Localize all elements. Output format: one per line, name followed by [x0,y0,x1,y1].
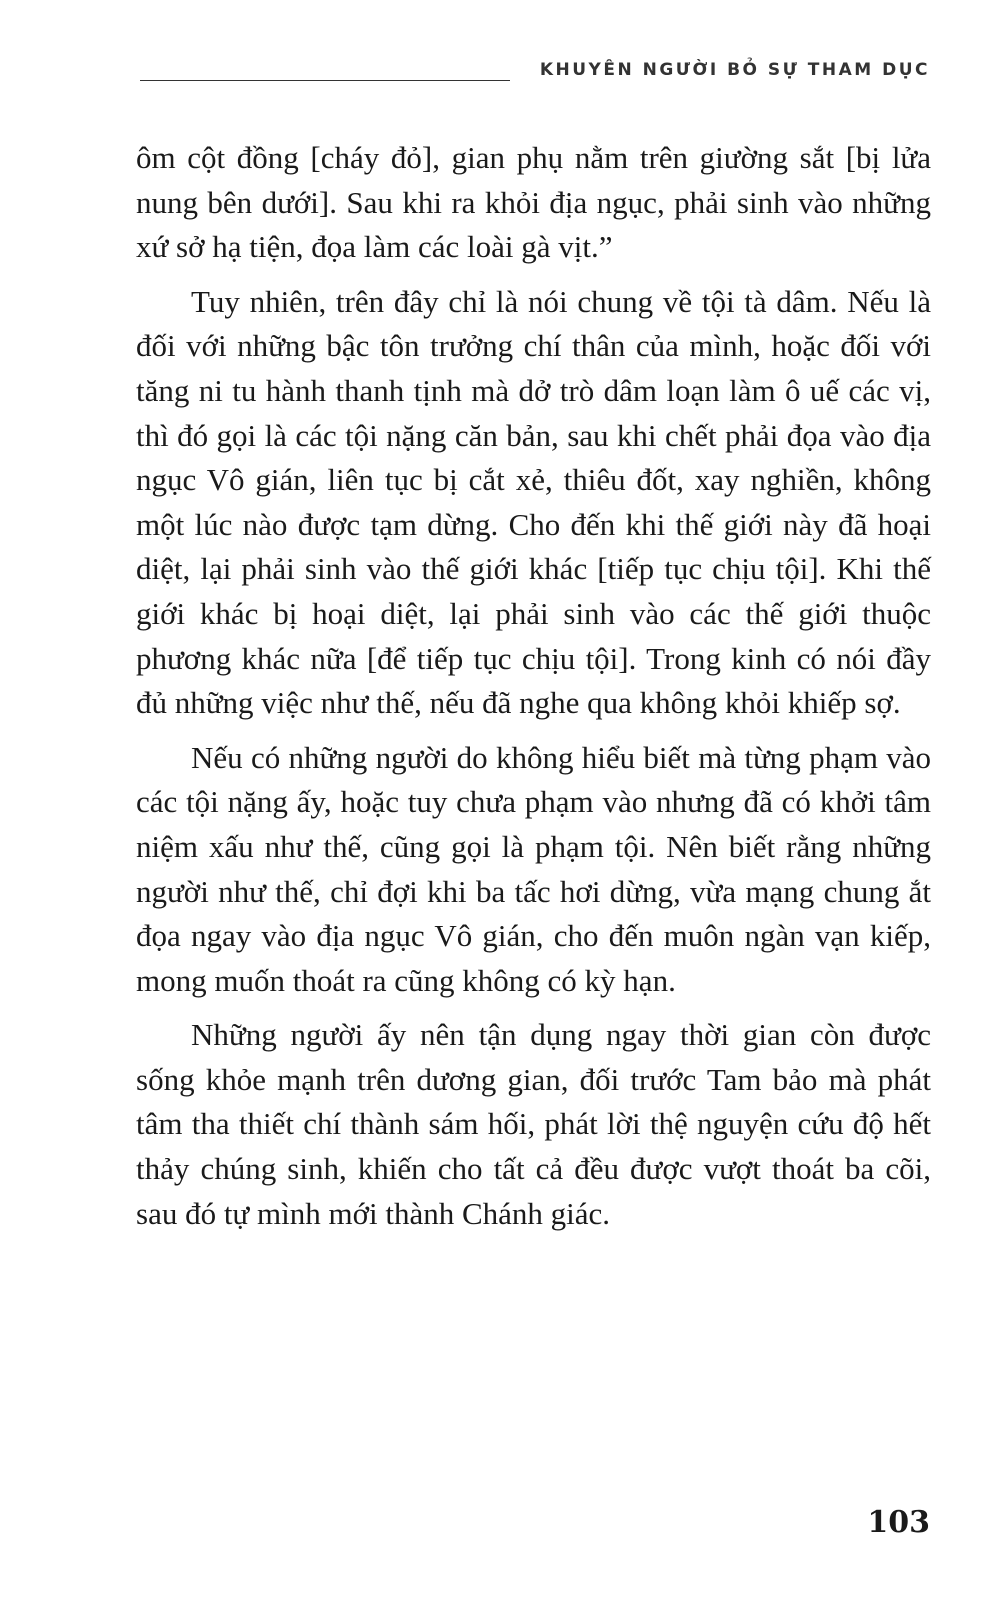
running-header [140,60,930,90]
running-title: KHUYÊN NGƯỜI BỎ SỰ THAM DỤC [539,60,930,80]
page-body [136,136,931,1246]
paragraph-4: Những người ấy nên tận dụng ngay thời gian còn được sống khỏe mạnh trên dương gian, đối trước Tam bảo mà phát tâm tha thiết chí thành sám hối, phát lời thệ nguyện cứu độ hết thảy chúng sinh, khiến cho tất cả đều được vượt thoát ba cõi, sau đó tự mình mới thành Chánh giác. [136,1017,931,1231]
paragraph-3: Nếu có những người do không hiểu biết mà từng phạm vào các tội nặng ấy, hoặc tuy chưa phạm vào nhưng đã có khởi tâm niệm xấu như thế, cũng gọi là phạm tội. Nên biết rằng những người như thế, chỉ đợi khi ba tấc hơi dừng, vừa mạng chung ắt đọa ngay vào địa ngục Vô gián, cho đến muôn ngàn vạn kiếp, mong muốn thoát ra cũng không có kỳ hạn. [136,739,931,998]
paragraph-2: Tuy nhiên, trên đây chỉ là nói chung về tội tà dâm. Nếu là đối với những bậc tôn trưởng chí thân của mình, hoặc đối với tăng ni tu hành thanh tịnh mà dở trò dâm loạn làm ô uế các vị, thì đó gọi là các tội nặng căn bản, sau khi chết phải đọa vào địa ngục Vô gián, liên tục bị cắt xẻ, thiêu đốt, xay nghiền, không một lúc nào được tạm dừng. Cho đến khi thế giới này đã hoại diệt, lại phải sinh vào thế giới khác [tiếp tục chịu tội]. Khi thế giới khác bị hoại diệt, lại phải sinh vào các thế giới thuộc phương khác nữa [để tiếp tục chịu tội]. Trong kinh có nói đầy đủ những việc như thế, nếu đã nghe qua không khỏi khiếp sợ. [136,283,931,721]
paragraph-1: ôm cột đồng [cháy đỏ], gian phụ nằm trên giường sắt [bị lửa nung bên dưới]. Sau khi ra khỏi địa ngục, phải sinh vào những xứ sở hạ tiện, đọa làm các loài gà vịt.” [136,140,931,265]
header-rule [140,80,510,81]
page-number: 103 [867,1505,930,1540]
